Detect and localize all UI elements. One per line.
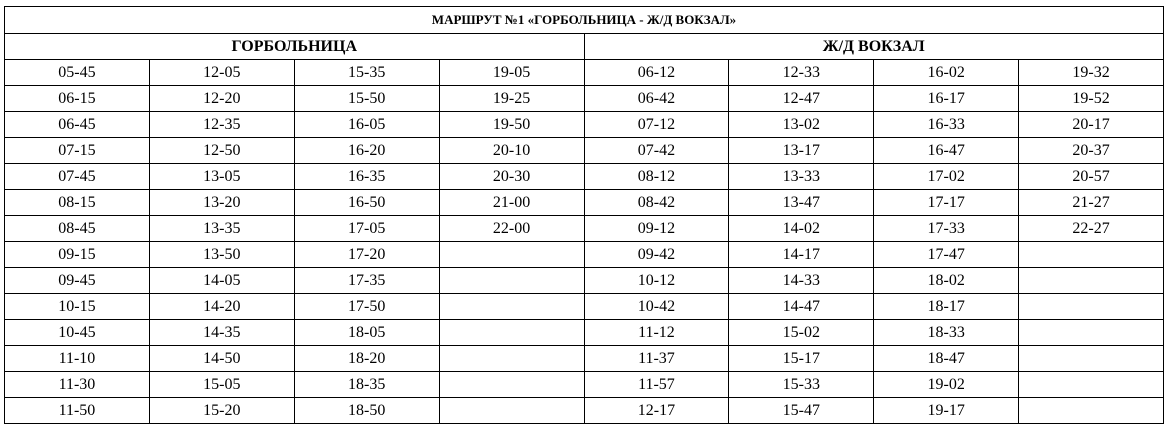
departure-time-cell: 20-37 — [1019, 138, 1164, 164]
departure-time-cell: 09-42 — [584, 242, 729, 268]
table-row — [5, 372, 1164, 398]
departure-time-cell: 13-20 — [149, 190, 294, 216]
departure-time-cell: 20-30 — [439, 164, 584, 190]
departure-time-cell: 10-15 — [5, 294, 150, 320]
departure-time-cell: 14-05 — [149, 268, 294, 294]
departure-time-cell: 16-17 — [874, 86, 1019, 112]
table-row — [5, 138, 1164, 164]
departure-time-cell: 18-05 — [294, 320, 439, 346]
stops-header-row — [5, 34, 1164, 60]
departure-time-cell: 12-47 — [729, 86, 874, 112]
departure-time-cell: 19-52 — [1019, 86, 1164, 112]
departure-time-cell: 13-35 — [149, 216, 294, 242]
table-row — [5, 398, 1164, 424]
departure-time-cell: 19-32 — [1019, 60, 1164, 86]
departure-time-cell: 14-50 — [149, 346, 294, 372]
departure-time-cell — [1019, 268, 1164, 294]
departure-time-cell: 07-15 — [5, 138, 150, 164]
departure-time-cell: 13-05 — [149, 164, 294, 190]
departure-time-cell: 12-33 — [729, 60, 874, 86]
departure-time-cell — [439, 242, 584, 268]
departure-time-cell: 21-00 — [439, 190, 584, 216]
departure-time-cell: 12-05 — [149, 60, 294, 86]
departure-time-cell: 17-50 — [294, 294, 439, 320]
departure-time-cell: 20-17 — [1019, 112, 1164, 138]
table-row — [5, 242, 1164, 268]
departure-time-cell: 08-42 — [584, 190, 729, 216]
route-title: МАРШРУТ №1 «ГОРБОЛЬНИЦА - Ж/Д ВОКЗАЛ» — [5, 7, 1164, 34]
departure-time-cell: 15-33 — [729, 372, 874, 398]
departure-time-cell: 22-00 — [439, 216, 584, 242]
departure-time-cell: 14-33 — [729, 268, 874, 294]
departure-time-cell: 16-33 — [874, 112, 1019, 138]
departure-time-cell: 17-05 — [294, 216, 439, 242]
departure-time-cell: 20-10 — [439, 138, 584, 164]
departure-time-cell: 12-17 — [584, 398, 729, 424]
departure-time-cell: 17-47 — [874, 242, 1019, 268]
departure-time-cell: 16-35 — [294, 164, 439, 190]
departure-time-cell: 14-17 — [729, 242, 874, 268]
departure-time-cell: 19-02 — [874, 372, 1019, 398]
departure-time-cell: 12-20 — [149, 86, 294, 112]
departure-time-cell: 19-05 — [439, 60, 584, 86]
table-row — [5, 60, 1164, 86]
departure-time-cell: 16-50 — [294, 190, 439, 216]
departure-time-cell: 07-45 — [5, 164, 150, 190]
departure-time-cell — [1019, 372, 1164, 398]
departure-time-cell: 14-47 — [729, 294, 874, 320]
departure-time-cell: 06-42 — [584, 86, 729, 112]
departure-time-cell: 17-20 — [294, 242, 439, 268]
departure-time-cell: 22-27 — [1019, 216, 1164, 242]
departure-time-cell — [1019, 294, 1164, 320]
departure-time-cell: 13-02 — [729, 112, 874, 138]
departure-time-cell: 18-02 — [874, 268, 1019, 294]
schedule-table — [4, 6, 1164, 424]
departure-time-cell: 07-12 — [584, 112, 729, 138]
departure-time-cell: 16-20 — [294, 138, 439, 164]
departure-time-cell: 15-02 — [729, 320, 874, 346]
departure-time-cell: 11-50 — [5, 398, 150, 424]
departure-time-cell: 06-15 — [5, 86, 150, 112]
departure-time-cell: 16-02 — [874, 60, 1019, 86]
departure-time-cell: 18-33 — [874, 320, 1019, 346]
departure-time-cell: 10-12 — [584, 268, 729, 294]
departure-time-cell — [439, 372, 584, 398]
departure-time-cell: 18-17 — [874, 294, 1019, 320]
departure-time-cell: 06-45 — [5, 112, 150, 138]
departure-time-cell: 16-47 — [874, 138, 1019, 164]
departure-time-cell: 13-47 — [729, 190, 874, 216]
departure-time-cell: 11-30 — [5, 372, 150, 398]
departure-time-cell: 08-12 — [584, 164, 729, 190]
schedule-container — [4, 6, 1164, 424]
departure-time-cell: 15-35 — [294, 60, 439, 86]
table-row — [5, 164, 1164, 190]
departure-time-cell: 17-17 — [874, 190, 1019, 216]
departure-time-cell: 06-12 — [584, 60, 729, 86]
table-row — [5, 216, 1164, 242]
departure-time-cell: 15-05 — [149, 372, 294, 398]
departure-time-cell: 05-45 — [5, 60, 150, 86]
departure-time-cell — [1019, 398, 1164, 424]
table-row — [5, 294, 1164, 320]
departure-time-cell: 11-57 — [584, 372, 729, 398]
departure-time-cell: 10-42 — [584, 294, 729, 320]
table-row — [5, 268, 1164, 294]
title-row — [5, 7, 1164, 34]
departure-time-cell: 10-45 — [5, 320, 150, 346]
departure-time-cell: 17-35 — [294, 268, 439, 294]
table-row — [5, 320, 1164, 346]
departure-time-cell: 19-50 — [439, 112, 584, 138]
departure-time-cell: 09-45 — [5, 268, 150, 294]
table-row — [5, 346, 1164, 372]
departure-time-cell: 12-35 — [149, 112, 294, 138]
departure-time-cell: 18-35 — [294, 372, 439, 398]
departure-time-cell: 11-10 — [5, 346, 150, 372]
departure-time-cell: 19-17 — [874, 398, 1019, 424]
departure-time-cell: 13-33 — [729, 164, 874, 190]
departure-time-cell: 16-05 — [294, 112, 439, 138]
stop-header-zhd-vokzal: Ж/Д ВОКЗАЛ — [584, 34, 1164, 60]
departure-time-cell: 14-02 — [729, 216, 874, 242]
departure-time-cell: 07-42 — [584, 138, 729, 164]
departure-time-cell — [439, 294, 584, 320]
departure-time-cell: 17-33 — [874, 216, 1019, 242]
departure-time-cell — [439, 346, 584, 372]
departure-time-cell — [439, 320, 584, 346]
departure-time-cell: 20-57 — [1019, 164, 1164, 190]
table-row — [5, 112, 1164, 138]
departure-time-cell: 15-20 — [149, 398, 294, 424]
departure-time-cell: 15-17 — [729, 346, 874, 372]
departure-time-cell: 18-50 — [294, 398, 439, 424]
departure-time-cell: 13-17 — [729, 138, 874, 164]
departure-time-cell: 12-50 — [149, 138, 294, 164]
departure-time-cell: 11-12 — [584, 320, 729, 346]
departure-time-cell: 14-20 — [149, 294, 294, 320]
departure-time-cell — [1019, 346, 1164, 372]
table-row — [5, 86, 1164, 112]
departure-time-cell: 13-50 — [149, 242, 294, 268]
departure-time-cell: 09-12 — [584, 216, 729, 242]
departure-time-cell: 21-27 — [1019, 190, 1164, 216]
departure-time-cell: 19-25 — [439, 86, 584, 112]
departure-time-cell — [439, 268, 584, 294]
departure-time-cell: 11-37 — [584, 346, 729, 372]
departure-time-cell: 15-50 — [294, 86, 439, 112]
table-row — [5, 190, 1164, 216]
departure-time-cell: 08-15 — [5, 190, 150, 216]
departure-time-cell: 09-15 — [5, 242, 150, 268]
departure-time-cell — [439, 398, 584, 424]
departure-time-cell: 15-47 — [729, 398, 874, 424]
stop-header-gorbolnitsa: ГОРБОЛЬНИЦА — [5, 34, 585, 60]
departure-time-cell: 18-47 — [874, 346, 1019, 372]
departure-time-cell: 14-35 — [149, 320, 294, 346]
departure-time-cell: 08-45 — [5, 216, 150, 242]
departure-time-cell — [1019, 320, 1164, 346]
departure-time-cell: 17-02 — [874, 164, 1019, 190]
departure-time-cell: 18-20 — [294, 346, 439, 372]
departure-time-cell — [1019, 242, 1164, 268]
